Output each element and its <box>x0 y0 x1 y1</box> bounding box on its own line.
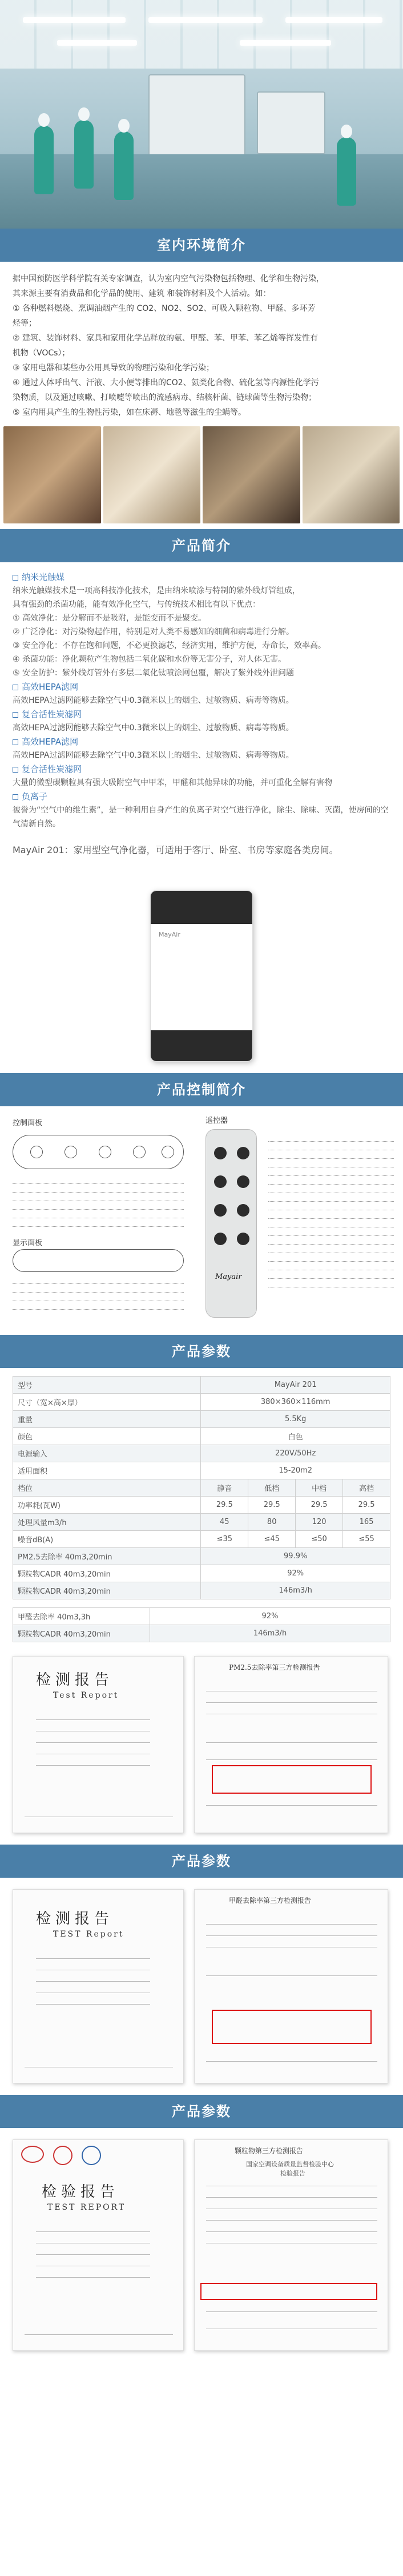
feature-line: ⑤ 安全防护：紫外线灯管外有多层二氧化钛喷涂网包覆，解决了紫外线外泄问题 <box>13 669 294 678</box>
report-data-page <box>194 1656 388 1833</box>
param-value: 白色 <box>201 1428 390 1445</box>
remote-button-icon <box>237 1204 249 1217</box>
param-value: 高档 <box>343 1479 390 1497</box>
param-value: 5.5Kg <box>201 1411 390 1428</box>
control-diagram <box>0 1106 403 1335</box>
indoor-paragraph: 机物（VOCs）； <box>13 349 70 358</box>
control-panel-diagram <box>13 1135 184 1169</box>
ceiling-lamp <box>57 40 137 46</box>
cma-seal-icon <box>21 2146 44 2163</box>
param-value: 低档 <box>248 1479 296 1497</box>
param-label: 处理风量m3/h <box>13 1514 201 1531</box>
ceiling-lamp <box>23 17 126 23</box>
section-title-report2: 产品参数 <box>0 1845 403 1878</box>
param-label: PM2.5去除率 40m3,20min <box>13 1548 201 1565</box>
feature-item <box>13 735 390 762</box>
product-description: MayAir 201：家用型空气净化器，可适用于客厅、卧室、书房等家庭各类房间。 <box>13 845 338 855</box>
mode-button-icon <box>65 1146 77 1158</box>
param-value: 29.5 <box>296 1497 343 1514</box>
param-value: ≤35 <box>201 1531 248 1548</box>
doc-line <box>25 2334 173 2335</box>
cal-seal-icon <box>53 2146 72 2165</box>
features-list <box>0 562 403 839</box>
param-label: 颗粒物CADR 40m3,20min <box>13 1582 201 1599</box>
param-value: 29.5 <box>248 1497 296 1514</box>
ceiling-lamp <box>240 40 331 46</box>
param-label: 尺寸（宽×高×厚） <box>13 1394 201 1411</box>
feature-item <box>13 762 390 790</box>
report-title: 检测报告 <box>36 1910 114 1927</box>
doc-line <box>36 1719 150 1720</box>
param-label: 电源输入 <box>13 1445 201 1462</box>
report-data-page <box>194 2139 388 2351</box>
table-row <box>13 1531 390 1548</box>
indoor-description <box>0 262 403 426</box>
bullet-square-icon <box>13 685 18 690</box>
table-row <box>13 1565 390 1582</box>
table-row <box>13 1608 390 1625</box>
param-label: 颗粒物CADR 40m3,20min <box>13 1565 201 1582</box>
param-label: 档位 <box>13 1479 201 1497</box>
param-label: 噪音dB(A) <box>13 1531 201 1548</box>
report-section-particles <box>0 2128 403 2357</box>
feature-line: 高效HEPA过滤网能够去除空气中0.3微米以上的烟尘、过敏物质、病毒等物质。 <box>13 751 294 760</box>
param-value: 静音 <box>201 1479 248 1497</box>
doc-line <box>36 2277 150 2278</box>
table-row <box>13 1625 390 1642</box>
report-subtitle: TEST Report <box>53 1930 124 1939</box>
table-row <box>13 1394 390 1411</box>
remote-control-image <box>205 1129 257 1318</box>
hero-cleanroom-photo <box>0 0 403 229</box>
feature-line: 被誉为“空气中的维生素”，是一种利用自身产生的负离子对空气进行净化，除尘、除味、灭菌，使房间的空气清新自然。 <box>13 806 389 829</box>
param-value: 92% <box>150 1608 390 1625</box>
param-value: 92% <box>201 1565 390 1582</box>
interior-photo <box>303 426 400 523</box>
interior-photo <box>203 426 300 523</box>
control-panel-label: 控制面板 <box>13 1119 43 1127</box>
doc-line <box>36 1742 150 1743</box>
highlight-box <box>200 2283 377 2300</box>
display-notes <box>13 1278 184 1312</box>
report-side-title: 颗粒物第三方检测报告 <box>235 2147 304 2155</box>
report-title: 检验报告 <box>42 2183 120 2201</box>
indoor-paragraph: ① 各种燃料燃烧、烹调油烟产生的 CO2、NO2、SO2、可吸入颗粒物、甲醛、多环芳 <box>13 304 316 313</box>
bullet-square-icon <box>13 767 18 773</box>
remote-button-icon <box>214 1147 227 1159</box>
report-side-title: 甲醛去除率第三方检测报告 <box>229 1897 312 1905</box>
feature-item <box>13 680 390 707</box>
feature-line: 高效HEPA过滤网能够去除空气中0.3微米以上的烟尘、过敏物质、病毒等物质。 <box>13 723 294 733</box>
param-value: 380×360×116mm <box>201 1394 390 1411</box>
worker-figure <box>74 120 94 189</box>
param-value: 29.5 <box>343 1497 390 1514</box>
table-row <box>13 1428 390 1445</box>
report-subtitle: Test Report <box>53 1691 119 1700</box>
feature-heading: 高效HEPA滤网 <box>22 737 79 747</box>
fan-button-icon <box>99 1146 111 1158</box>
section-title-features: 产品简介 <box>0 529 403 562</box>
report-section-pm25 <box>0 1650 403 1845</box>
remote-label: 遥控器 <box>205 1117 228 1125</box>
product-showcase <box>0 839 403 1073</box>
table-row <box>13 1479 390 1497</box>
doc-line <box>36 2231 150 2232</box>
bullet-square-icon <box>13 575 18 581</box>
doc-line <box>206 2197 377 2198</box>
section-title-control: 产品控制简介 <box>0 1073 403 1106</box>
doc-line <box>36 1981 150 1982</box>
display-panel-label: 显示面板 <box>13 1239 43 1247</box>
param-value: 220V/50Hz <box>201 1445 390 1462</box>
device-top-panel <box>151 891 253 924</box>
param-label: 甲醛去除率 40m3,3h <box>13 1608 150 1625</box>
report-title: 检测报告 <box>36 1671 114 1689</box>
timer-button-icon <box>133 1146 146 1158</box>
indoor-paragraph: 据中国预防医学科学院有关专家调查，认为室内空气污染物包括物理、化学和生物污染， <box>13 274 324 283</box>
table-row <box>13 1411 390 1428</box>
param-value: MayAir 201 <box>201 1377 390 1394</box>
doc-line <box>206 1935 377 1936</box>
highlight-box <box>212 2010 372 2044</box>
doc-line <box>206 1742 377 1743</box>
indoor-paragraph: 烃等； <box>13 319 37 328</box>
feature-line: ④ 杀菌功能：净化颗粒产生物包括二氧化碳和水份等无害分子，对人体无害。 <box>13 655 286 664</box>
interior-photo <box>3 426 101 523</box>
doc-line <box>36 2254 150 2255</box>
doc-line <box>36 2004 150 2005</box>
param-value: ≤50 <box>296 1531 343 1548</box>
doc-line <box>206 1805 377 1806</box>
feature-heading: 复合活性炭滤网 <box>22 709 82 719</box>
doc-line <box>206 2220 377 2221</box>
param-label: 颗粒物CADR 40m3,20min <box>13 1625 150 1642</box>
bullet-square-icon <box>13 794 18 800</box>
feature-line: ② 广泛净化：对污染物起作用，特别是对人类不易感知的细菌和病毒进行分解。 <box>13 627 294 637</box>
feature-heading: 复合活性炭滤网 <box>22 764 82 774</box>
param-label: 功率耗(瓦W) <box>13 1497 201 1514</box>
table-row <box>13 1462 390 1479</box>
display-panel-diagram <box>13 1249 184 1272</box>
feature-heading: 纳米光触媒 <box>22 572 65 582</box>
doc-line <box>206 2311 377 2312</box>
doc-line <box>206 1702 377 1703</box>
doc-line <box>206 1924 377 1925</box>
doc-line <box>36 1958 150 1959</box>
indoor-paragraph: ③ 家用电器和某些办公用具导致的物理污染和化学污染； <box>13 363 214 373</box>
params-table <box>13 1376 390 1599</box>
param-value: ≤55 <box>343 1531 390 1548</box>
remote-button-icon <box>237 1233 249 1245</box>
param-value: 29.5 <box>201 1497 248 1514</box>
table-row <box>13 1497 390 1514</box>
lab-equipment <box>257 91 325 154</box>
ceiling-lamp <box>285 17 382 23</box>
param-value: 120 <box>296 1514 343 1531</box>
report-cover <box>13 1889 184 2083</box>
panel-notes <box>13 1178 184 1229</box>
settings-button-icon <box>162 1146 174 1158</box>
section-title-indoor: 室内环境简介 <box>0 229 403 262</box>
section-title-params: 产品参数 <box>0 1335 403 1368</box>
feature-item <box>13 570 390 680</box>
indoor-paragraph: 其来源主要有消费品和化学品的使用、建筑 和装饰材料及个人活动。如： <box>13 289 271 298</box>
param-label: 颜色 <box>13 1428 201 1445</box>
feature-item <box>13 790 390 831</box>
indoor-paragraph: ④ 通过人体呼出气、汗液、大小便等排出的CO2、氨类化合物、硫化氢等内源性化学污 <box>13 378 319 387</box>
cleanroom-ceiling <box>0 0 403 69</box>
report-data-page <box>194 1889 388 2083</box>
doc-line <box>206 2231 377 2232</box>
bullet-square-icon <box>13 712 18 718</box>
indoor-paragraph: ⑤ 室内用具产生的生物性污染，如在床褥、地毯等滋生的尘螨等。 <box>13 408 246 417</box>
report-doc-label: 检验报告 <box>280 2170 305 2177</box>
worker-figure <box>114 131 134 200</box>
report-subtitle: TEST REPORT <box>47 2203 126 2212</box>
feature-line: 大量的微型碳颗粒具有强大吸附空气中甲苯，甲醛和其他异味的功能，并可重化全解有害物 <box>13 778 332 787</box>
feature-line: 纳米光触媒技术是一项高科技净化技术，是由纳米喷涂与特制的紫外线灯管组成， <box>13 586 300 595</box>
remote-brand: Mayair <box>215 1273 242 1281</box>
feature-heading: 高效HEPA滤网 <box>22 682 79 692</box>
table-row <box>13 1514 390 1531</box>
doc-line <box>206 2061 377 2062</box>
param-label: 适用面积 <box>13 1462 201 1479</box>
table-row <box>13 1445 390 1462</box>
table-row <box>13 1548 390 1565</box>
param-value: 80 <box>248 1514 296 1531</box>
air-purifier-image <box>150 890 253 1062</box>
feature-line: ③ 安全净化：不存在饱和问题，不必更换滤芯，经济实用，维护方便，寿命长，效率高。 <box>13 641 326 650</box>
param-value: 中档 <box>296 1479 343 1497</box>
table-row <box>13 1582 390 1599</box>
feature-item <box>13 707 390 735</box>
param-label: 重量 <box>13 1411 201 1428</box>
remote-button-icon <box>214 1175 227 1188</box>
table-row <box>13 1377 390 1394</box>
feature-line: ① 高效净化：是分解而不是吸附，是能变而不是聚变。 <box>13 614 206 623</box>
indoor-paragraph: ② 建筑、装饰材料、家具和家用化学品释放的氨、甲醛、苯、甲苯、苯乙烯等挥发性有 <box>13 334 318 343</box>
param-value: ≤45 <box>248 1531 296 1548</box>
indoor-photo-strip <box>0 426 403 523</box>
report-cover <box>13 1656 184 1833</box>
feature-heading: 负离子 <box>22 791 48 802</box>
remote-button-icon <box>237 1147 249 1159</box>
bullet-square-icon <box>13 739 18 745</box>
worker-figure <box>337 137 356 206</box>
indoor-paragraph: 染物质，以及通过咳嗽、打喷嚏等喷出的流感病毒、结核杆菌、链球菌等生物污染物； <box>13 393 316 402</box>
power-button-icon <box>30 1146 43 1158</box>
remote-button-icon <box>214 1233 227 1245</box>
report-side-title: PM2.5去除率第三方检测报告 <box>229 1663 320 1671</box>
feature-line: 高效HEPA过滤网能够去除空气中0.3微米以上的烟尘、过敏物质、病毒等物质。 <box>13 696 294 705</box>
doc-line <box>206 1759 377 1760</box>
report-section-hcho <box>0 1878 403 2095</box>
report-org: 国家空调设备质量监督检验中心 <box>246 2161 334 2168</box>
remote-notes <box>268 1135 394 1289</box>
report-cover <box>13 2139 184 2351</box>
section-title-report3: 产品参数 <box>0 2095 403 2128</box>
param-value: 15-20m2 <box>201 1462 390 1479</box>
params-table-hcho <box>13 1607 390 1642</box>
worker-figure <box>34 126 54 194</box>
param-label: 型号 <box>13 1377 201 1394</box>
param-value: 146m3/h <box>201 1582 390 1599</box>
device-bottom-panel <box>151 1030 253 1061</box>
device-brand: MayAir <box>159 931 180 938</box>
param-value: 165 <box>343 1514 390 1531</box>
param-value: 99.9% <box>201 1548 390 1565</box>
feature-line: 具有强劲的杀菌功能，能有效净化空气，与传统技术相比有以下优点： <box>13 600 260 609</box>
highlight-box <box>212 1765 372 1794</box>
doc-line <box>206 1975 377 1976</box>
param-value: 45 <box>201 1514 248 1531</box>
remote-button-icon <box>237 1175 249 1188</box>
doc-line <box>36 1765 150 1766</box>
ceiling-lamp <box>148 17 263 23</box>
cnas-seal-icon <box>82 2146 101 2165</box>
remote-button-icon <box>214 1204 227 1217</box>
param-value: 146m3/h <box>150 1625 390 1642</box>
lab-equipment <box>148 74 245 160</box>
interior-photo <box>103 426 201 523</box>
